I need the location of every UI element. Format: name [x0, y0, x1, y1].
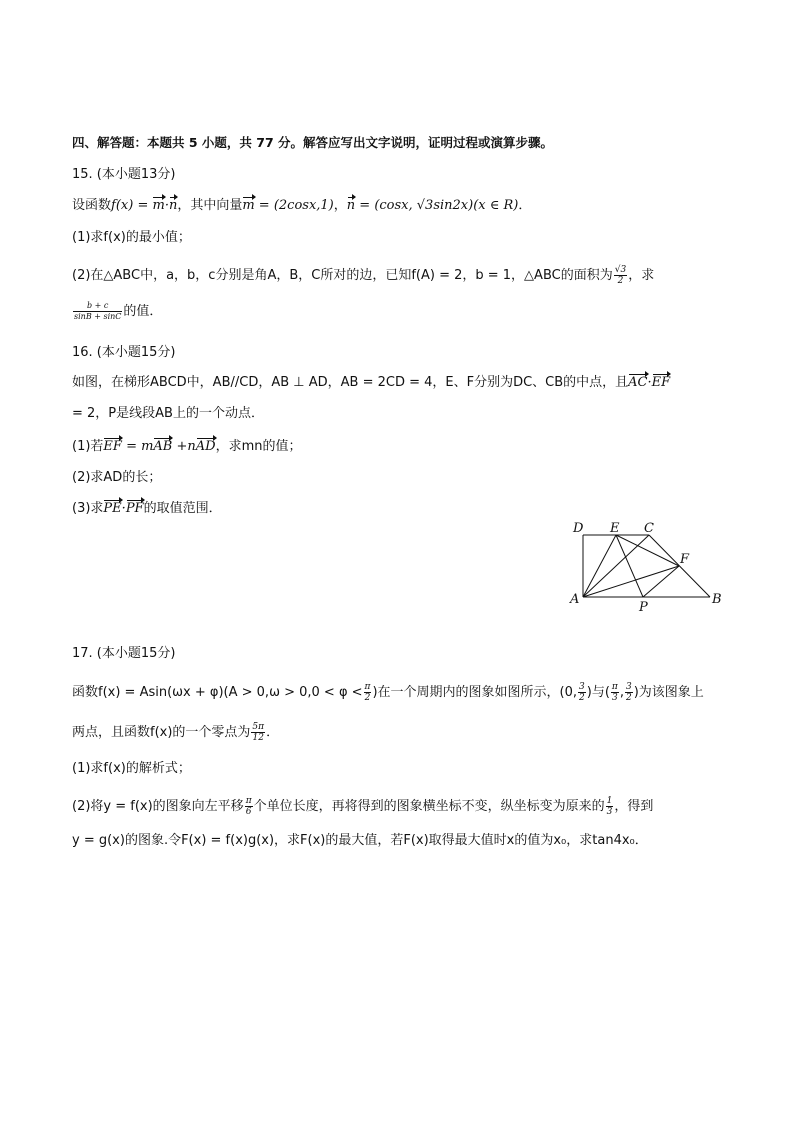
q17-l1-a: 函数f(x) = Asin(ωx + φ)(A > 0,ω > 0,0 < φ <: [72, 685, 363, 700]
fraction-sqrt3-over-2: [614, 265, 627, 286]
q16-p3-a: (3)求: [72, 501, 104, 516]
vector-EF-2: EF: [103, 439, 122, 454]
q15-stem: [72, 197, 531, 215]
frac-den: 6: [245, 807, 252, 817]
frac-num: π: [364, 682, 371, 692]
label-D: D: [573, 521, 584, 536]
q17-p2-c: ，得到: [614, 799, 654, 814]
q16-p1-d: ，求mn的值；: [215, 439, 302, 454]
q17-stem-line-2: [72, 722, 279, 743]
fraction-1-over-3: [606, 796, 614, 817]
q16-stem-line-2: = 2，P是线段AB上的一个动点．: [72, 406, 264, 421]
vector-m: m: [152, 198, 165, 213]
frac-num: π: [245, 796, 252, 806]
vector-EF: EF: [651, 375, 671, 390]
q16-p1-c: +n: [172, 439, 196, 454]
q15-stem-text-2: ，其中向量: [177, 198, 243, 213]
frac-num: 3: [579, 682, 585, 692]
q15-end: ．: [518, 198, 532, 213]
label-P: P: [639, 600, 648, 615]
vector-PE: PE: [103, 501, 122, 516]
label-A: A: [570, 592, 580, 607]
fraction-bc-over-sinB-sinC: [73, 301, 122, 322]
frac-den: 3: [606, 807, 613, 817]
q16-dot: ·: [647, 375, 652, 390]
frac-den: sinB + sinC: [74, 312, 122, 321]
q15-part-2-tail: ，求: [628, 268, 655, 283]
frac-num: √3: [614, 265, 627, 275]
vector-PF: PF: [125, 501, 144, 516]
q17-l2-a: 两点，且函数f(x)的一个零点为: [72, 725, 251, 740]
q15-part-2-cont: [72, 301, 162, 322]
q17-l1-d: ,: [619, 685, 624, 700]
q15-stem-eq: =: [133, 198, 153, 213]
vector-AC: AC: [628, 375, 648, 390]
fraction-3-over-2: [578, 682, 586, 703]
frac-num: b + c: [73, 301, 122, 312]
q17-p2-b: 个单位长度，再将得到的图象横坐标不变，纵坐标变为原来的: [253, 799, 605, 814]
q15-heading: 15. (本小题13分): [72, 167, 176, 182]
frac-num: π: [611, 682, 618, 692]
label-E: E: [610, 521, 620, 536]
frac-num: 1: [606, 796, 613, 806]
q15-stem-dot: ·: [164, 198, 169, 213]
q15-n-value: = (cosx, √3sin2x)(x ∈ R): [355, 198, 519, 213]
q15-part-1: (1)求f(x)的最小值；: [72, 230, 191, 245]
frac-den: 2: [625, 693, 632, 703]
trapezoid-figure: [565, 515, 730, 620]
q16-p3-dot: ·: [121, 501, 126, 516]
q17-l1-b: )在一个周期内的图象如图所示，(0,: [372, 685, 578, 700]
segment-PF: [643, 566, 679, 597]
frac-den: 2: [364, 693, 371, 703]
frac-num: 3: [625, 682, 632, 692]
q17-stem-line-1: [72, 682, 704, 703]
q16-heading: 16. (本小题15分): [72, 345, 176, 360]
label-B: B: [712, 592, 722, 607]
q17-part-2-cont: y = g(x)的图象.令F(x) = f(x)g(x)，求F(x)的最大值，若F(x)取得最大值时x的值为x₀，求tan4x₀．: [72, 833, 648, 848]
q16-part-2: (2)求AD的长；: [72, 470, 162, 485]
q17-l1-e: )为该图象上: [633, 685, 704, 700]
frac-num: 5π: [252, 722, 265, 732]
frac-den: 12: [252, 733, 264, 743]
q15-stem-text: 设函数: [72, 198, 112, 213]
segment-EF: [616, 535, 679, 566]
q15-part-2-text: (2)在△ABC中，a，b，c分别是角A，B，C所对的边，已知f(A) = 2，b = 1，△ABC的面积为: [72, 268, 613, 283]
q16-p1-b: = m: [121, 439, 154, 454]
q17-p2-a: (2)将y = f(x)的图象向左平移: [72, 799, 244, 814]
q17-l1-c: )与(: [586, 685, 610, 700]
fraction-pi-over-6: [245, 796, 253, 817]
section-title: 四、解答题：本题共 5 小题，共 77 分。解答应写出文字说明，证明过程或演算步骤。: [72, 135, 554, 150]
q15-m-value: = (2cosx,1): [254, 198, 334, 213]
q16-stem-text: 如图，在梯形ABCD中，AB//CD，AB ⊥ AD，AB = 2CD = 4，E、F分别为DC、CB的中点，且: [72, 375, 629, 390]
fraction-pi-over-2: [364, 682, 372, 703]
q15-stem-fx: f(x): [111, 198, 134, 213]
vector-AB: AB: [153, 439, 173, 454]
frac-den: 2: [579, 693, 585, 703]
q17-part-1: (1)求f(x)的解析式；: [72, 761, 191, 776]
q17-heading: 17. (本小题15分): [72, 646, 176, 661]
label-F: F: [680, 552, 690, 567]
q16-part-1: [72, 438, 302, 456]
q15-part-2: [72, 265, 654, 286]
frac-den: 2: [617, 276, 624, 286]
q16-p3-b: 的取值范围．: [143, 501, 222, 516]
label-C: C: [644, 521, 654, 536]
fraction-5pi-over-12: [251, 722, 265, 743]
vector-n: n: [168, 198, 178, 213]
vector-n-2: n: [346, 198, 356, 213]
frac-den: 3: [612, 693, 618, 703]
q16-part-3: [72, 500, 222, 518]
q17-part-2: [72, 796, 653, 817]
fraction-3-over-2-b: [625, 682, 633, 703]
fraction-pi-over-3: [611, 682, 619, 703]
q17-l2-b: ．: [266, 725, 280, 740]
q16-p1-a: (1)若: [72, 439, 104, 454]
vector-AD: AD: [195, 439, 216, 454]
q16-stem-line-1: [72, 374, 670, 392]
vector-m-2: m: [242, 198, 255, 213]
q15-part-2-end: 的值．: [123, 304, 163, 319]
q15-sep: ，: [333, 198, 347, 213]
